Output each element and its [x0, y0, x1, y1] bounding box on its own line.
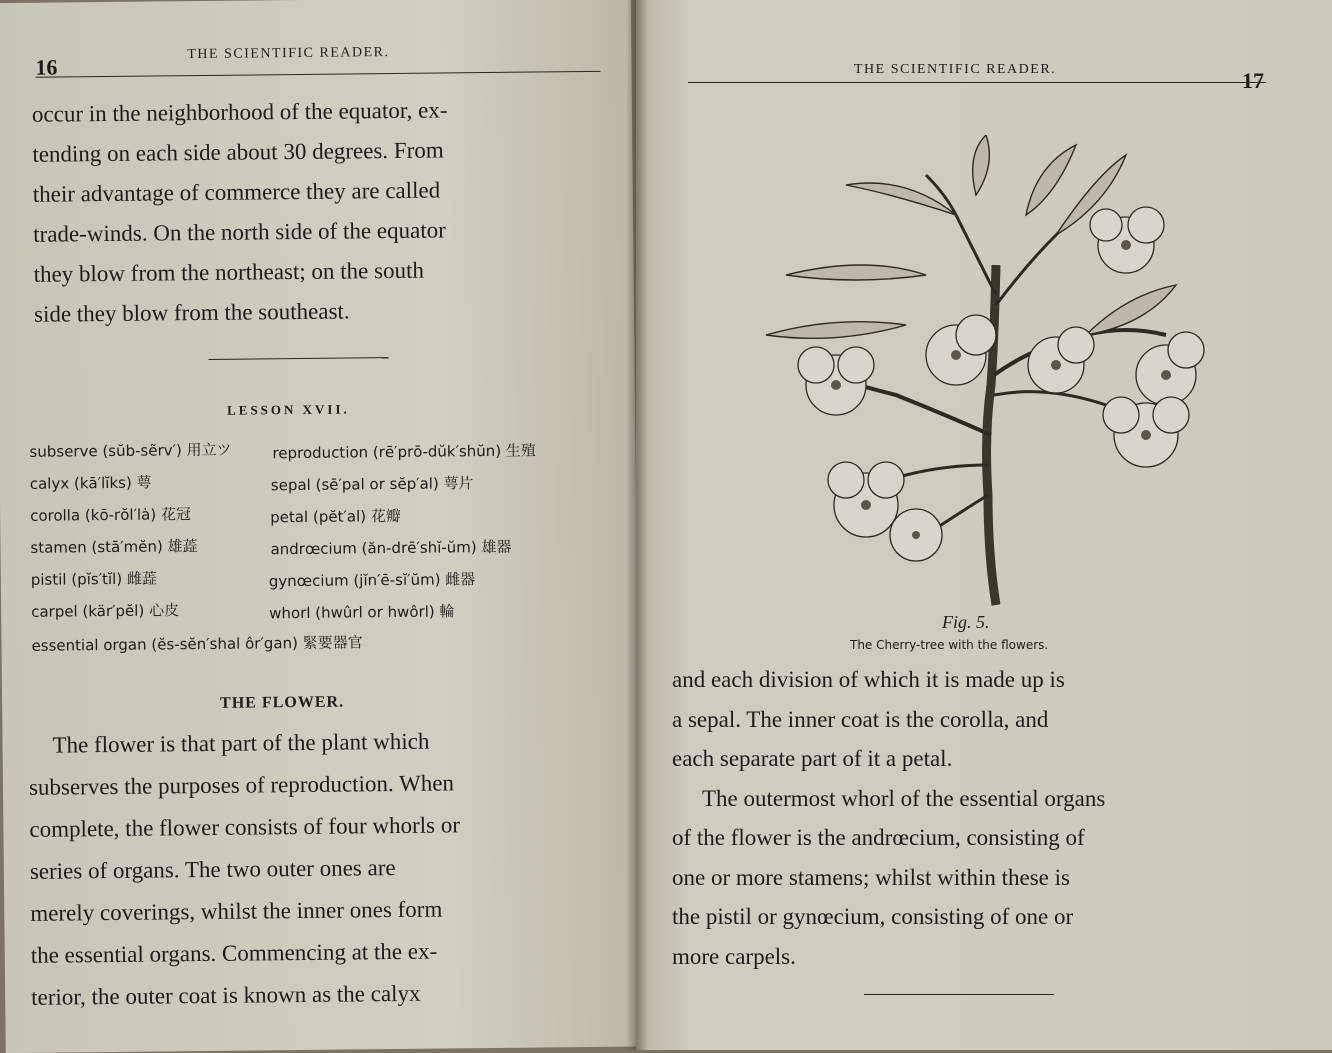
right-page — [636, 0, 1332, 1050]
vocab-item: essential organ (ĕs-sĕn′shal ôr′gan) 緊要器官 — [31, 633, 363, 655]
vocab-item: pistil (pĭs′tĭl) 雌蕋 — [30, 569, 158, 589]
text-line: the pistil or gynœcium, consisting of one or — [672, 904, 1074, 929]
figure-label: Fig. 5. — [942, 612, 990, 632]
text-line: trade-winds. On the north side of the equator — [33, 217, 446, 247]
vocab-item: reproduction (rē′prō-dŭk′shŭn) 生殖 — [272, 441, 536, 463]
page-number-right: 17 — [1242, 68, 1264, 93]
running-head-left: THE SCIENTIFIC READER. — [187, 45, 390, 63]
text-line: they blow from the northeast; on the south — [33, 257, 425, 287]
text-line: more carpels. — [672, 943, 796, 969]
lesson-title: LESSON XVII. — [226, 401, 350, 418]
continuation-paragraph — [672, 660, 1256, 976]
text-line: the essential organs. Commencing at the ex- — [30, 938, 438, 968]
left-page — [0, 0, 642, 1053]
text-line: The outermost whorl of the essential organs — [702, 785, 1106, 811]
text-line: occur in the neighborhood of the equator, ex- — [31, 97, 448, 127]
cherry-tree-illustration — [726, 135, 1226, 625]
text-line: merely coverings, whilst the inner ones form — [30, 896, 443, 926]
vocab-item: stamen (stā′mĕn) 雄蕋 — [30, 537, 198, 557]
text-line: complete, the flower consists of four whorls or — [29, 812, 461, 842]
text-line: terior, the outer coat is known as the calyx — [31, 980, 421, 1010]
text-line: The flower is that part of the plant which — [52, 728, 430, 758]
text-line: and each division of which it is made up is — [672, 667, 1065, 692]
intro-paragraph — [32, 89, 594, 335]
text-line: series of organs. The two outer ones are — [29, 855, 396, 884]
text-line: subserves the purposes of reproduction. When — [28, 770, 455, 800]
text-line: their advantage of commerce they are called — [32, 177, 441, 207]
vocab-item: calyx (kā′lĭks) 萼 — [29, 473, 152, 493]
vocabulary-list — [29, 435, 621, 671]
book-gutter — [626, 0, 648, 1050]
text-line: a sepal. The inner coat is the corolla, and — [672, 706, 1049, 732]
flower-paragraph — [28, 719, 583, 1019]
vocab-item: petal (pĕt′al) 花瓣 — [270, 506, 401, 527]
vocab-item: carpel (kär′pĕl) 心皮 — [31, 601, 180, 621]
header-rule-right — [688, 82, 1266, 83]
figure-caption: The Cherry-tree with the flowers. — [850, 638, 1049, 652]
vocab-item: whorl (hwûrl or hwôrl) 輪 — [269, 602, 455, 623]
text-line: tending on each side about 30 degrees. From — [32, 137, 444, 167]
running-head-right: THE SCIENTIFIC READER. — [854, 62, 1057, 77]
vocab-item: corolla (kō-rŏl′lȧ) 花冠 — [30, 505, 192, 525]
text-line: of the flower is the andrœcium, consisting of — [672, 825, 1085, 850]
vocab-item: andrœcium (ăn-drē′shĭ-ŭm) 雄器 — [270, 537, 512, 559]
header-rule-left — [36, 71, 601, 78]
page-number-left: 16 — [35, 54, 58, 80]
vocab-item: sepal (sē′pal or sĕp′al) 萼片 — [270, 474, 474, 495]
section-divider — [209, 357, 389, 360]
text-line: one or more stamens; whilst within these is — [672, 864, 1070, 890]
end-divider — [864, 994, 1054, 995]
vocab-item: gynœcium (jĭn′ē-sĭ′ŭm) 雌器 — [268, 570, 476, 591]
text-line: each separate part of it a petal. — [672, 746, 953, 771]
vocab-item: subserve (sŭb-sẽrv′) 用立ツ — [29, 440, 232, 461]
section-title: THE FLOWER. — [220, 693, 345, 712]
text-line: side they blow from the southeast. — [33, 298, 350, 327]
